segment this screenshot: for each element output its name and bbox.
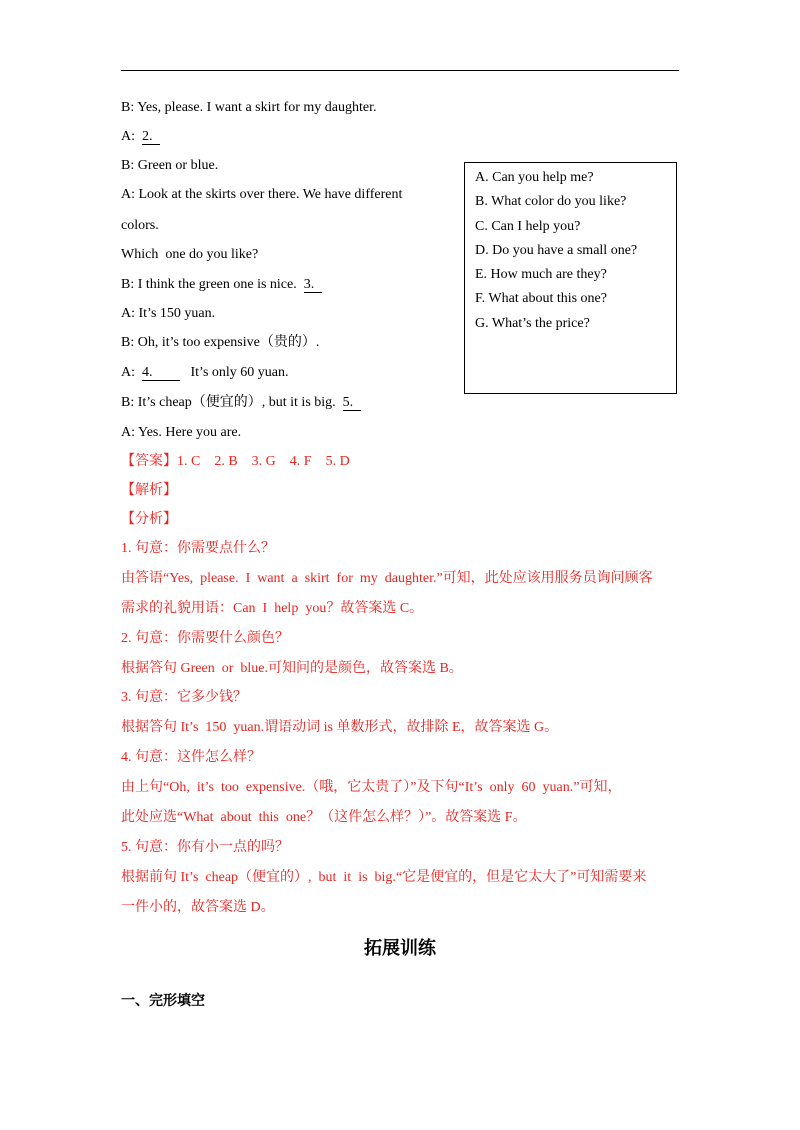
dialogue-line-10 <box>121 364 289 382</box>
analysis-line-9: 由上句“Oh, it’s too expensive.（哦，它太贵了）”及下句“It’s only 60 yuan.”可知， <box>121 780 622 795</box>
option-g: G. What’s the price? <box>475 316 590 331</box>
line-text: Yes. Here you are. <box>137 425 242 440</box>
dialogue-line-4 <box>121 186 402 204</box>
jiexi-label: 【解析】 <box>121 483 177 498</box>
speaker: B: <box>121 277 135 292</box>
speaker: B: <box>121 100 135 115</box>
line-text: Which one do you like? <box>121 247 259 262</box>
dialogue-line-3 <box>121 157 218 175</box>
dialogue-line-6 <box>121 246 258 264</box>
analysis-line-6: 3. 句意：它多少钱？ <box>121 690 247 705</box>
answer-key: 【答案】1. C 2. B 3. G 4. F 5. D <box>121 454 350 469</box>
analysis-line-1: 1. 句意：你需要点什么？ <box>121 541 275 556</box>
header-rule <box>121 70 679 71</box>
answer-blank: 5. <box>343 395 361 411</box>
line-text: Look at the skirts over there. We have different <box>138 187 403 202</box>
answer-blank: 2. <box>142 129 160 145</box>
analysis-line-11: 5. 句意：你有小一点的吗？ <box>121 840 289 855</box>
dialogue-line-11 <box>121 394 361 412</box>
analysis-line-2: 由答语“Yes, please. I want a skirt for my daughter.”可知，此处应该用服务员询问顾客 <box>121 571 653 586</box>
analysis-line-5: 根据答句 Green or blue.可知问的是颜色，故答案选 B。 <box>121 661 463 676</box>
dialogue-line-2 <box>121 128 160 146</box>
analysis-line-7: 根据答句 It’s 150 yuan.谓语动词 is 单数形式，故排除 E，故答案选 G。 <box>121 720 559 735</box>
analysis-line-4: 2. 句意：你需要什么颜色？ <box>121 631 289 646</box>
option-e: E. How much are they? <box>475 267 607 282</box>
analysis-line-12: 根据前句 It’s cheap（便宜的）, but it is big.“它是便宜的，但是它太大了”可知需要来 <box>121 870 647 885</box>
analysis-line-13: 一件小的，故答案选 D。 <box>121 900 275 915</box>
option-d: D. Do you have a small one? <box>475 243 638 258</box>
analysis-line-8: 4. 句意：这件怎么样？ <box>121 750 261 765</box>
line-text: I think the green one is nice. <box>137 277 297 292</box>
option-c: C. Can I help you? <box>475 219 581 234</box>
answer-blank: 3. <box>304 277 322 293</box>
line-text: It’s cheap（便宜的）, but it is big. <box>137 395 336 410</box>
options-box <box>464 162 677 394</box>
speaker: B: <box>121 395 135 410</box>
speaker: A: <box>121 129 135 144</box>
speaker: A: <box>121 425 135 440</box>
line-text: Yes, please. I want a skirt for my daughter. <box>137 100 377 115</box>
section-heading: 拓展训练 <box>364 938 436 959</box>
speaker: B: <box>121 158 135 173</box>
line-text: Green or blue. <box>137 158 219 173</box>
fenxi-label: 【分析】 <box>121 512 177 527</box>
dialogue-line-9 <box>121 334 319 352</box>
dialogue-line-7 <box>121 276 322 294</box>
dialogue-line-8 <box>121 305 215 323</box>
analysis-line-10: 此处应选“What about this one？（这件怎么样？）”。故答案选 F。 <box>121 810 527 825</box>
speaker: A: <box>121 365 135 380</box>
answer-blank: 4. <box>142 365 180 381</box>
speaker: A: <box>121 306 135 321</box>
analysis-line-3: 需求的礼貌用语：Can I help you？故答案选 C。 <box>121 601 424 616</box>
speaker: A: <box>121 187 135 202</box>
speaker: B: <box>121 335 135 350</box>
option-b: B. What color do you like? <box>475 194 627 209</box>
dialogue-line-12 <box>121 424 241 442</box>
subsection-title: 一、完形填空 <box>121 993 205 1009</box>
line-text: It’s 150 yuan. <box>138 306 216 321</box>
dialogue-line-5 <box>121 217 159 235</box>
option-f: F. What about this one? <box>475 291 607 306</box>
line-text: It’s only 60 yuan. <box>190 365 289 380</box>
option-a: A. Can you help me? <box>475 170 594 185</box>
line-text: Oh, it’s too expensive（贵的）. <box>137 335 320 350</box>
dialogue-line-1 <box>121 99 376 117</box>
line-text: colors. <box>121 218 159 233</box>
